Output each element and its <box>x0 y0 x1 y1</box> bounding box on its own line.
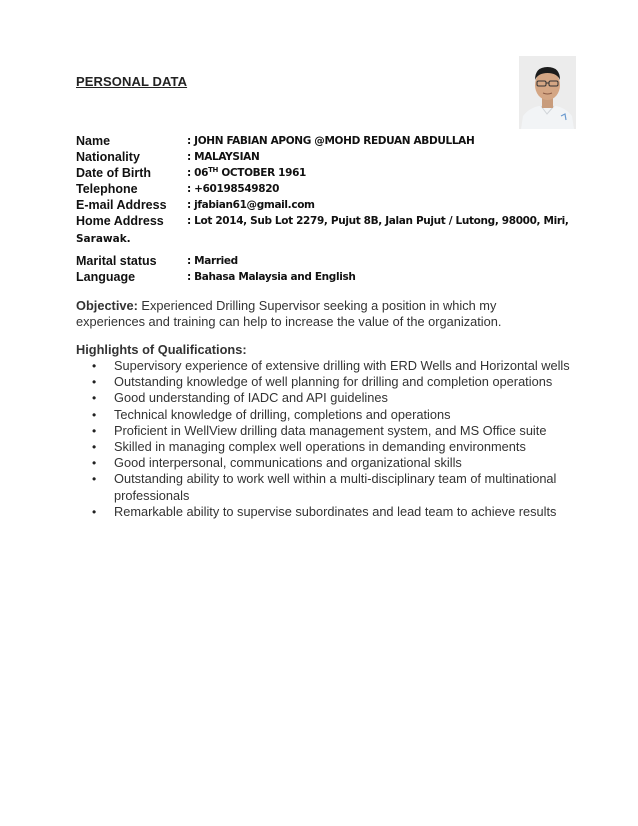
field-value: : Married <box>187 255 238 267</box>
email-row <box>76 197 576 213</box>
list-item <box>76 504 586 520</box>
bullet-icon: • <box>92 440 97 455</box>
bullet-icon: • <box>92 423 97 438</box>
list-item-text: Skilled in managing complex well operations in demanding environments <box>114 439 526 455</box>
list-item-text: Technical knowledge of drilling, completions and operations <box>114 406 451 422</box>
address-row <box>76 213 576 229</box>
list-item <box>76 423 586 439</box>
bullet-icon: • <box>92 504 97 519</box>
list-item-text: Remarkable ability to supervise subordinates and lead team to achieve results <box>114 503 557 519</box>
dob-month-year: OCTOBER 1961 <box>218 167 306 179</box>
field-value: : Lot 2014, Sub Lot 2279, Pujut 8B, Jalan Pujut / Lutong, 98000, Miri, <box>187 215 569 227</box>
page-heading: PERSONAL DATA <box>76 74 188 89</box>
list-item <box>76 471 586 503</box>
personal-details <box>76 133 576 247</box>
list-item <box>76 374 586 390</box>
telephone-row <box>76 181 576 197</box>
bullet-icon: • <box>92 391 97 406</box>
field-value: : MALAYSIAN <box>187 151 260 163</box>
field-value: : Bahasa Malaysia and English <box>187 271 356 283</box>
bullet-icon: • <box>92 407 97 422</box>
dob-day: : 06 <box>187 167 209 179</box>
field-label: Date of Birth <box>76 166 151 180</box>
portrait-photo <box>519 56 576 129</box>
field-label: Marital status <box>76 254 157 268</box>
field-label: Telephone <box>76 182 138 196</box>
objective-label: Objective: <box>76 298 138 313</box>
field-label: Nationality <box>76 150 140 164</box>
field-label: Name <box>76 134 111 148</box>
bullet-icon: • <box>92 472 97 487</box>
field-label: Language <box>76 270 136 284</box>
list-item-text: Outstanding ability to work well within a multi-disciplinary team of multinational professionals <box>114 471 557 503</box>
list-item-text: Supervisory experience of extensive drilling with ERD Wells and Horizontal wells <box>114 358 570 373</box>
objective-text: Experienced Drilling Supervisor seeking a position in which my experiences and training can help to increase the value of the organization. <box>76 298 502 329</box>
portrait-icon <box>519 56 576 129</box>
field-label: Home Address <box>76 214 164 228</box>
language-row <box>76 269 576 285</box>
dob-row <box>76 165 576 181</box>
highlights-title: Highlights of Qualifications: <box>76 342 247 357</box>
bullet-icon: • <box>92 375 97 390</box>
field-value: : JOHN FABIAN APONG @MOHD REDUAN ABDULLAH <box>187 135 475 147</box>
nationality-row <box>76 149 576 165</box>
field-value <box>187 165 306 181</box>
list-item <box>76 439 586 455</box>
list-item-text: Good understanding of IADC and API guidelines <box>114 390 388 406</box>
list-item-text: Proficient in WellView drilling data management system, and MS Office suite <box>114 422 547 438</box>
marital-status-row <box>76 253 576 269</box>
highlights-section <box>76 342 576 520</box>
list-item-text: Good interpersonal, communications and organizational skills <box>114 455 462 471</box>
dob-day-suffix: TH <box>208 166 219 174</box>
address-continuation: Sarawak. <box>76 233 131 245</box>
list-item <box>76 407 586 423</box>
list-item-text: Outstanding knowledge of well planning for drilling and completion operations <box>114 374 553 390</box>
bullet-icon: • <box>92 359 97 373</box>
bullet-icon: • <box>92 456 97 471</box>
list-item <box>76 455 586 471</box>
objective-section <box>76 298 566 330</box>
field-value: : +60198549820 <box>187 183 280 195</box>
field-label: E-mail Address <box>76 198 167 212</box>
highlights-list <box>76 358 576 520</box>
personal-details-2 <box>76 253 576 285</box>
name-row <box>76 133 576 149</box>
list-item <box>76 390 586 406</box>
field-value: : jfabian61@gmail.com <box>187 199 315 211</box>
list-item <box>76 358 586 374</box>
